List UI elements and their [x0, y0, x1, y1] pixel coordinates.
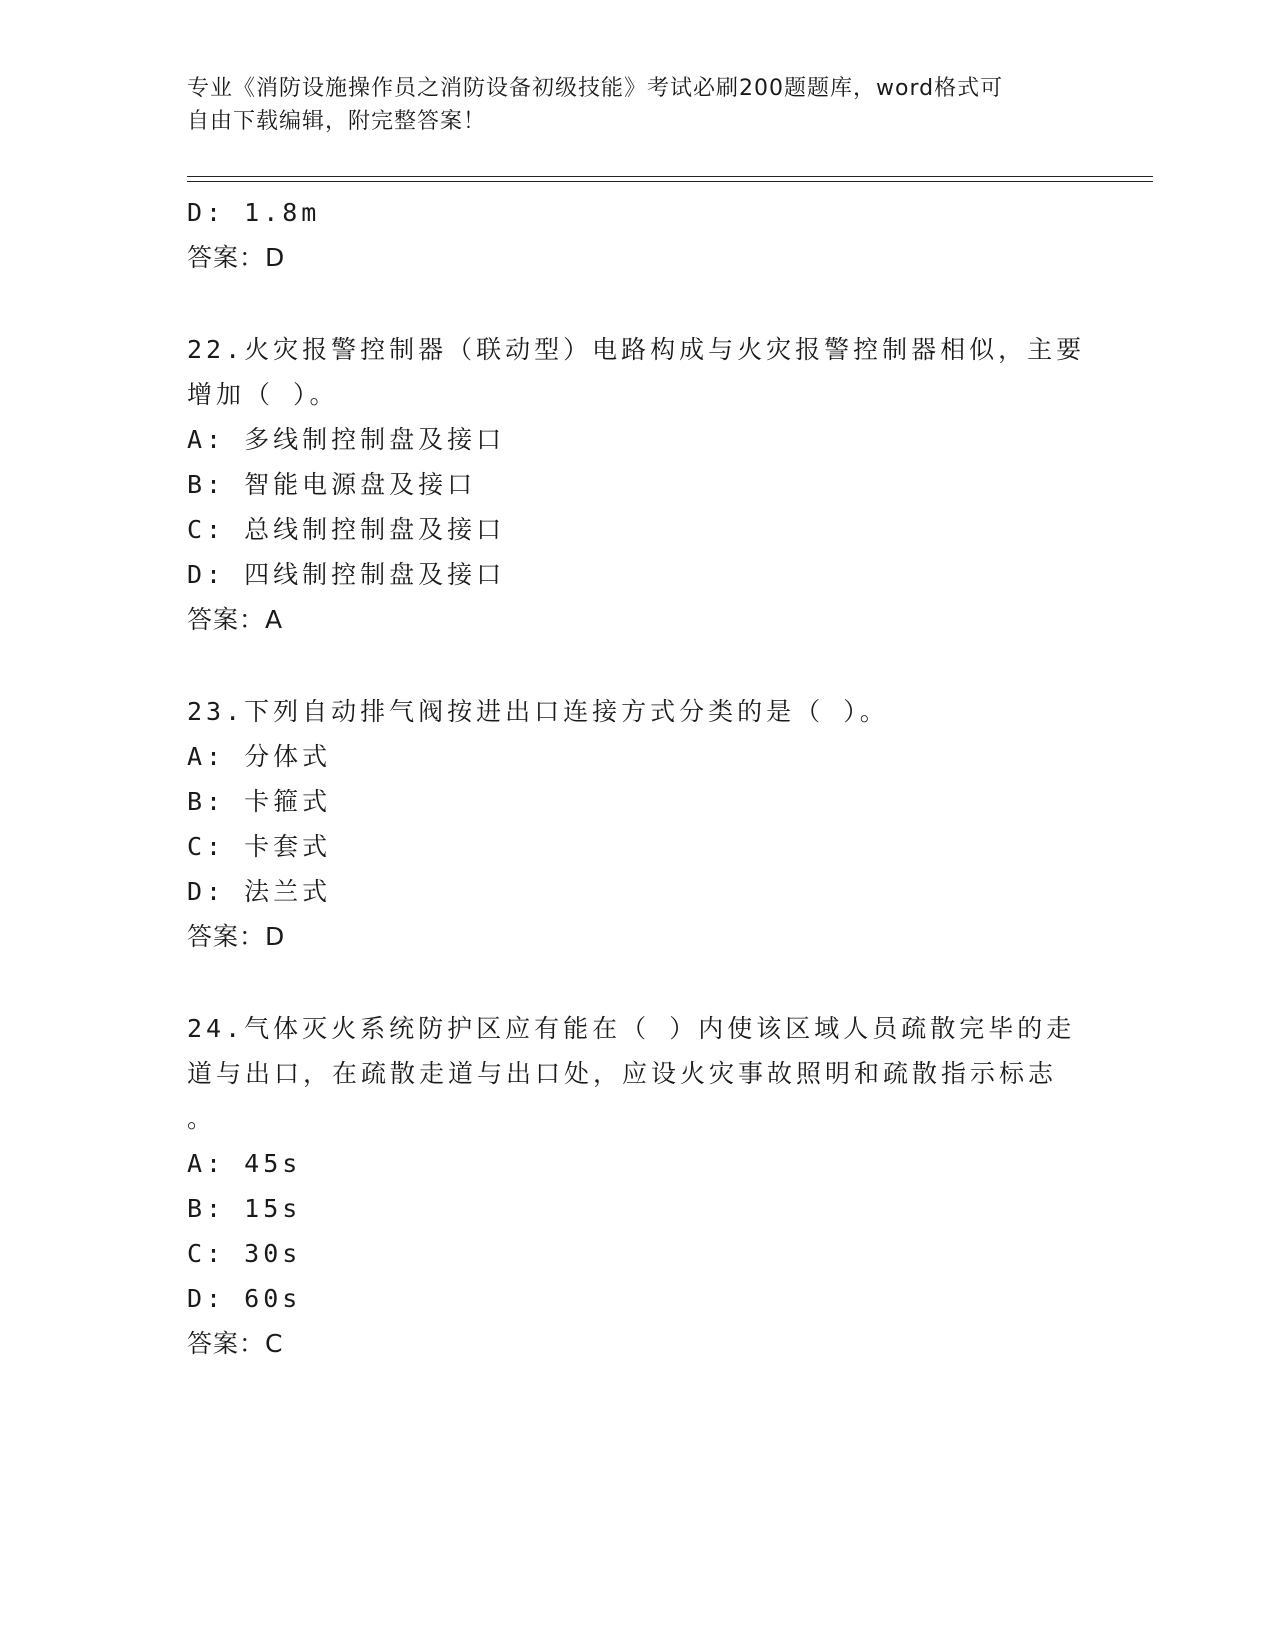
spacer — [187, 280, 1087, 327]
question-24-text-line2: 道与出口，在疏散走道与出口处，应设火灾事故照明和疏散指示标志 — [187, 1059, 1058, 1088]
prev-answer: 答案：D — [187, 243, 286, 272]
question-22-text-line1: 22.火灾报警控制器（联动型）电路构成与火灾报警控制器相似，主要 — [187, 335, 1086, 364]
question-22-option-a: A: 多线制控制盘及接口 — [187, 425, 506, 454]
header-title-line1: 专业《消防设施操作员之消防设备初级技能》考试必刷200题题库，word格式可 — [187, 76, 1004, 101]
question-24-option-a: A: 45s — [187, 1149, 302, 1178]
question-23-answer: 答案：D — [187, 922, 286, 951]
header-divider-top — [187, 176, 1153, 177]
question-22 — [187, 327, 1087, 642]
spacer — [187, 959, 1087, 1006]
document-content — [187, 190, 1087, 1366]
question-22-answer: 答案：A — [187, 605, 284, 634]
question-24 — [187, 1006, 1087, 1366]
prev-option-d: D: 1.8m — [187, 198, 321, 227]
question-23 — [187, 689, 1087, 959]
question-23-option-d: D: 法兰式 — [187, 877, 332, 906]
question-23-text-line1: 23.下列自动排气阀按进出口连接方式分类的是（ ）。 — [187, 697, 889, 726]
question-24-option-c: C: 30s — [187, 1239, 302, 1268]
question-22-option-d: D: 四线制控制盘及接口 — [187, 560, 506, 589]
question-24-answer: 答案：C — [187, 1329, 284, 1358]
header-divider-bottom — [187, 181, 1153, 182]
question-22-text-line2: 增加（ ）。 — [187, 380, 339, 409]
question-22-option-b: B: 智能电源盘及接口 — [187, 470, 477, 499]
document-header — [187, 72, 1067, 138]
question-23-option-c: C: 卡套式 — [187, 832, 332, 861]
question-24-option-d: D: 60s — [187, 1284, 302, 1313]
question-24-text-line1: 24.气体灭火系统防护区应有能在（ ）内使该区域人员疏散完毕的走 — [187, 1014, 1076, 1043]
spacer — [187, 642, 1087, 689]
question-22-option-c: C: 总线制控制盘及接口 — [187, 515, 506, 544]
question-24-text-line3: 。 — [187, 1104, 217, 1133]
header-title-line2: 自由下载编辑，附完整答案！ — [187, 109, 487, 134]
question-23-option-a: A: 分体式 — [187, 742, 332, 771]
question-23-option-b: B: 卡箍式 — [187, 787, 332, 816]
question-24-option-b: B: 15s — [187, 1194, 302, 1223]
